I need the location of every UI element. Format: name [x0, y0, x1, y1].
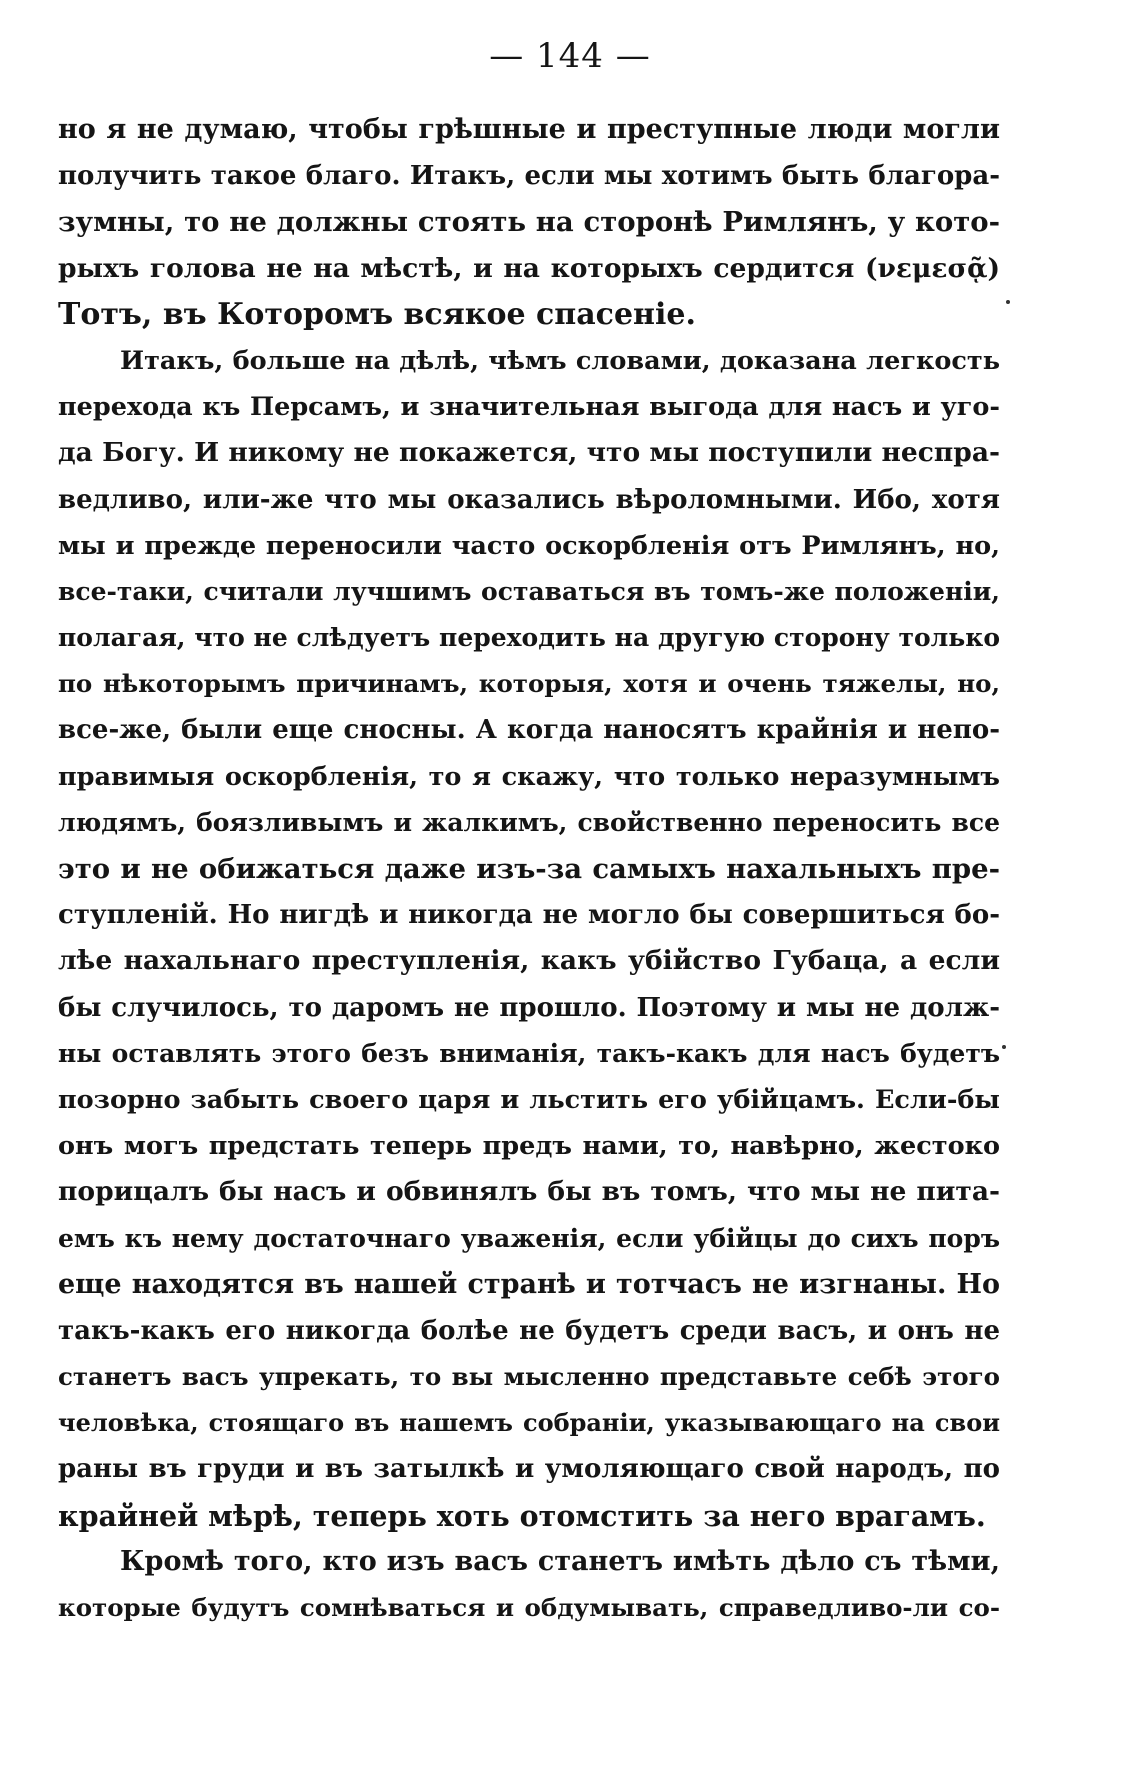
- text-line: да Богу. И никому не покажется, что мы поступили неспра-: [58, 437, 1000, 469]
- text-line: порицалъ бы насъ и обвинялъ бы въ томъ, что мы не пита-: [58, 1176, 1000, 1208]
- text-line: правимыя оскорбленія, то я скажу, что только неразумнымъ: [58, 761, 1000, 792]
- text-line: бы случилось, то даромъ не прошло. Поэтому и мы не долж-: [58, 992, 1000, 1023]
- text-line: рыхъ голова не на мѣстѣ, и на которыхъ сердится (νεμεσᾷ): [58, 252, 1000, 284]
- body-text: [58, 107, 1000, 1631]
- text-line: позорно забыть своего царя и льстить его убійцамъ. Если-бы: [58, 1084, 1000, 1115]
- text-line: перехода къ Персамъ, и значительная выгода для насъ и уго-: [58, 392, 1000, 423]
- text-line: по нѣкоторымъ причинамъ, которыя, хотя и очень тяжелы, но,: [58, 669, 1000, 699]
- text-line: лѣе нахальнаго преступленія, какъ убійство Губаца, а если: [58, 945, 1000, 977]
- print-speck: [1006, 300, 1010, 304]
- text-line: полагая, что не слѣдуетъ переходить на другую сторону только: [58, 623, 1000, 653]
- text-line: еще находятся въ нашей странѣ и тотчасъ не изгнаны. Но: [58, 1268, 1000, 1300]
- text-line: Итакъ, больше на дѣлѣ, чѣмъ словами, доказана легкость: [120, 345, 1000, 376]
- text-line: ведливо, или-же что мы оказались вѣроломными. Ибо, хотя: [58, 484, 1000, 515]
- text-line: мы и прежде переносили часто оскорбленія отъ Римлянъ, но,: [58, 530, 1000, 561]
- text-line: крайней мѣрѣ, теперь хоть отомстить за него врагамъ.: [58, 1498, 986, 1533]
- page-number: — 144 —: [489, 36, 651, 76]
- text-line: станетъ васъ упрекать, то вы мысленно представьте себѣ этого: [58, 1362, 1000, 1392]
- text-line: это и не обижаться даже изъ-за самыхъ нахальныхъ пре-: [58, 853, 1000, 885]
- text-line: человѣка, стоящаго въ нашемъ собраніи, указывающаго на свои: [58, 1408, 1000, 1438]
- text-line: получить такое благо. Итакъ, если мы хотимъ быть благора-: [58, 161, 1000, 192]
- text-line: такъ-какъ его никогда болѣе не будетъ среди васъ, и онъ не: [58, 1315, 1000, 1346]
- text-line: онъ могъ предстать теперь предъ нами, то, навѣрно, жестоко: [58, 1131, 1000, 1162]
- text-line: ны оставлять этого безъ вниманія, такъ-какъ для насъ будетъ: [58, 1038, 1000, 1068]
- text-line: которые будутъ сомнѣваться и обдумывать, справедливо-ли со-: [58, 1593, 1000, 1622]
- text-line: ступленій. Но нигдѣ и никогда не могло бы совершиться бо-: [58, 900, 1000, 931]
- text-line: Тотъ, въ Которомъ всякое спасеніе.: [58, 296, 696, 332]
- text-line: раны въ груди и въ затылкѣ и умоляющаго свой народъ, по: [58, 1454, 1000, 1485]
- print-speck: [1002, 1045, 1006, 1049]
- text-line: зумны, то не должны стоять на сторонѣ Римлянъ, у кото-: [58, 206, 1000, 239]
- text-line: емъ къ нему достаточнаго уваженія, если убійцы до сихъ поръ: [58, 1223, 1000, 1253]
- text-line: все-же, были еще сносны. А когда наносятъ крайнія и непо-: [58, 715, 1000, 746]
- text-line: Кромѣ того, кто изъ васъ станетъ имѣть дѣло съ тѣми,: [120, 1545, 1000, 1577]
- text-line: все-таки, считали лучшимъ оставаться въ томъ-же положеніи,: [58, 576, 1000, 606]
- text-line: людямъ, боязливымъ и жалкимъ, свойственно переносить все: [58, 807, 1000, 837]
- text-line: но я не думаю, чтобы грѣшные и преступные люди могли: [58, 114, 1000, 145]
